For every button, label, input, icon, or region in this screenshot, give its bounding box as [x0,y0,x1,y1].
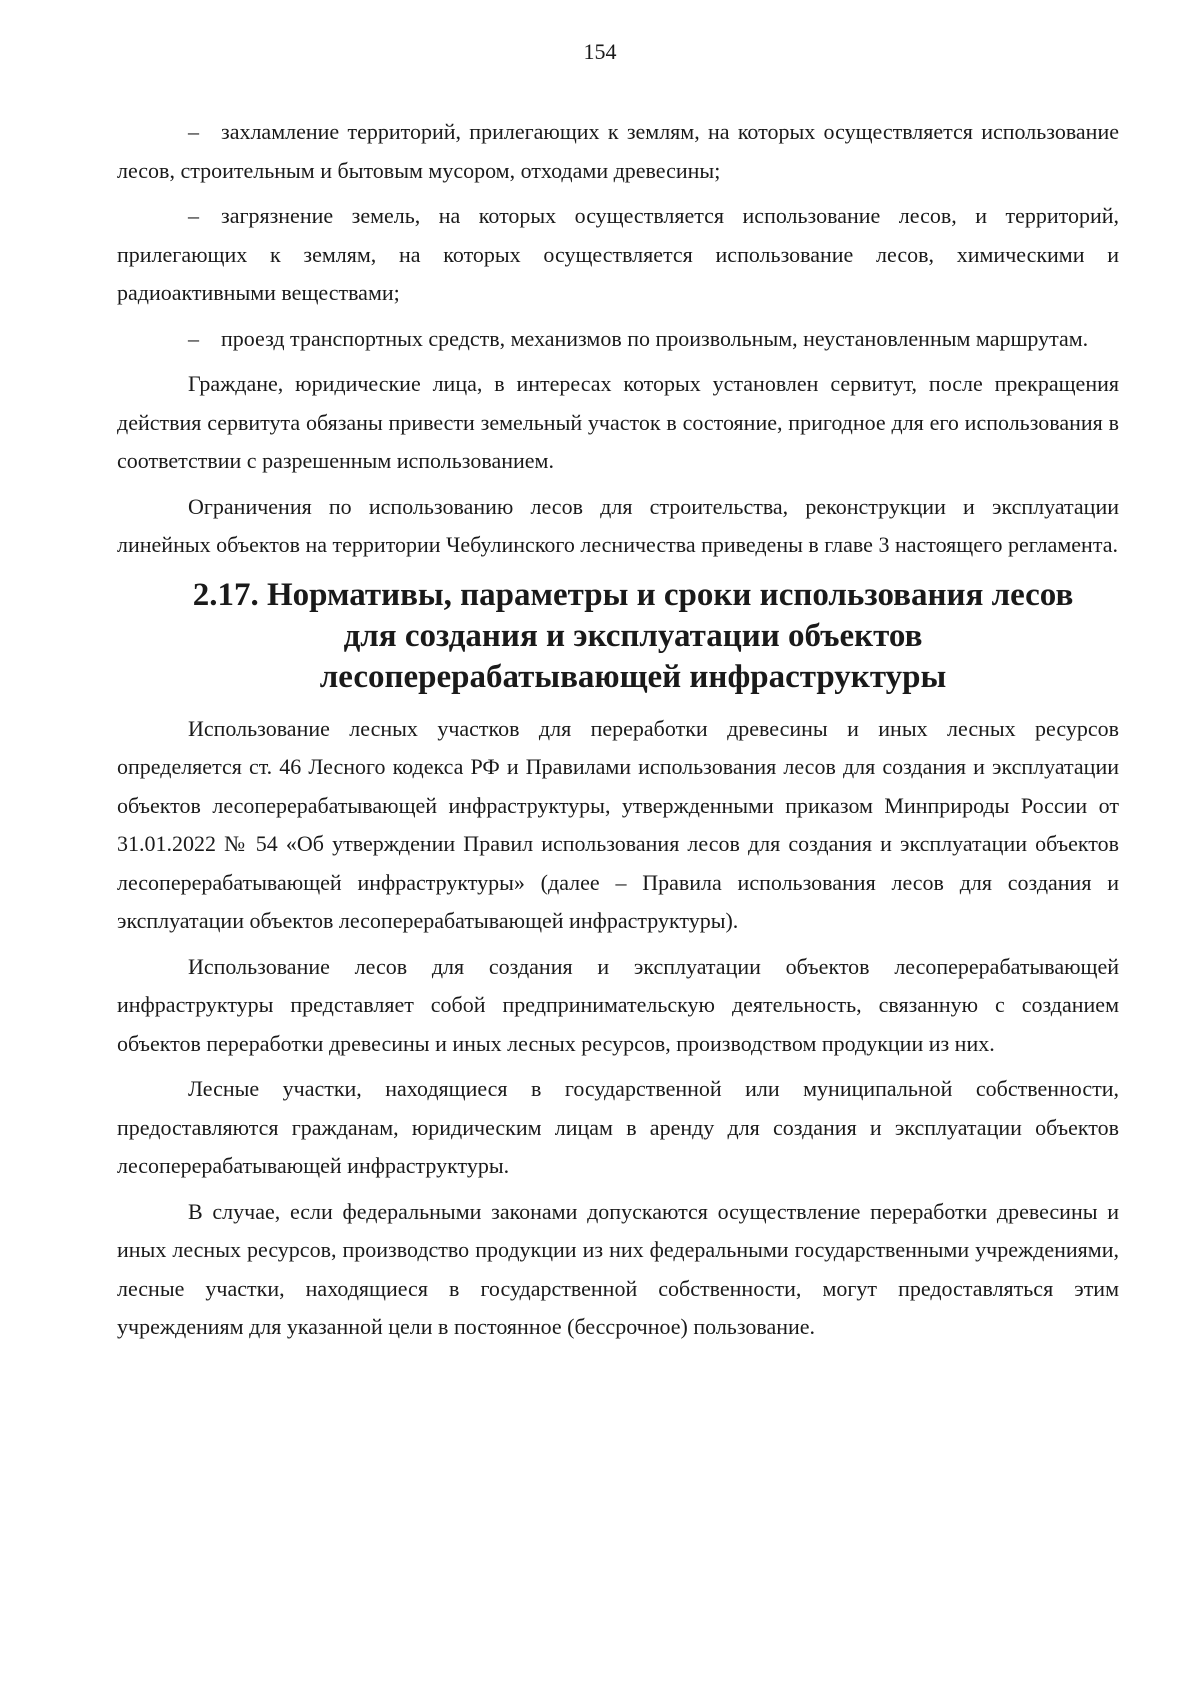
paragraph-land-use: Использование лесных участков для переработки древесины и иных лесных ресурсов определяется ст. 46 Лесного кодекса РФ и Правилами использования лесов для создания и эксплуатации объектов лесоперерабатывающей инфраструктуры, утвержденными приказом Минприроды России от 31.01.2022 № 54 «Об утверждении Правил использования лесов для создания и эксплуатации объектов лесоперерабатывающей инфраструктуры» (далее – Правила использования лесов для создания и эксплуатации объектов лесоперерабатывающей инфраструктуры). [117,715,1119,933]
paragraph-permanent-use: В случае, если федеральными законами допускаются осуществление переработки древесины и иных лесных ресурсов, производство продукции из них федеральными государственными учреждениями, лесные участки, находящиеся в государственной собственности, могут предоставляться этим учреждениям для указанной цели в постоянное (бессрочное) пользование. [117,1198,1119,1339]
list-item-vehicle-passage: – проезд транспортных средств, механизмов по произвольным, неустановленным маршрутам. [188,325,1089,351]
section-heading: 2.17. Нормативы, параметры и сроки использования лесов для создания и эксплуатации объектов лесоперерабатывающей инфраструктуры [192,576,1074,695]
paragraph-linear-objects: Ограничения по использованию лесов для строительства, реконструкции и эксплуатации линейных объектов на территории Чебулинского лесничества приведены в главе 3 настоящего регламента. [117,493,1119,557]
list-item-pollution: – загрязнение земель, на которых осуществляется использование лесов, и территорий, прилегающих к землям, на которых осуществляется использование лесов, химическими и радиоактивными веществами; [117,203,1119,305]
page-body [117,113,1119,1354]
paragraph-servitude: Граждане, юридические лица, в интересах которых установлен сервитут, после прекращения действия сервитута обязаны привести земельный участок в состояние, пригодное для его использования в соответствии с разрешенным использованием. [117,371,1119,473]
list-item-littering: – захламление территорий, прилегающих к землям, на которых осуществляется использование лесов, строительным и бытовым мусором, отходами древесины; [117,119,1119,183]
page-number: 154 [583,39,617,64]
paragraph-lease: Лесные участки, находящиеся в государственной или муниципальной собственности, предоставляются гражданам, юридическим лицам в аренду для создания и эксплуатации объектов лесоперерабатывающей инфраструктуры. [117,1076,1119,1178]
paragraph-business-activity: Использование лесов для создания и эксплуатации объектов лесоперерабатывающей инфраструктуры представляет собой предпринимательскую деятельность, связанную с созданием объектов переработки древесины и иных лесных ресурсов, производством продукции из них. [117,953,1119,1056]
